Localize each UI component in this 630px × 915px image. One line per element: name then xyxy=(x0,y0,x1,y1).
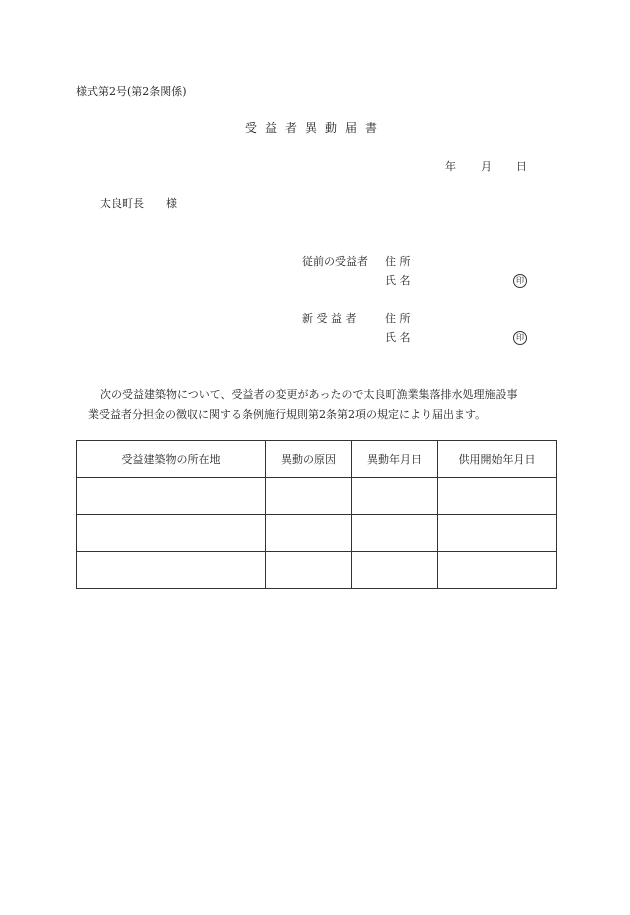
table-row xyxy=(77,552,557,589)
new-address-label: 住 所 xyxy=(385,312,411,325)
addressee-name: 太良町長 xyxy=(100,197,144,210)
new-name-label: 氏 名 xyxy=(385,331,411,344)
form-number: 様式第2号(第2条関係) xyxy=(76,85,187,98)
header-change-reason: 異動の原因 xyxy=(266,441,352,478)
table-cell[interactable] xyxy=(352,552,438,589)
body-line-2: 業受益者分担金の徴収に関する条例施行規則第2条第2項の規定により届出ます。 xyxy=(88,408,487,421)
notification-body xyxy=(76,385,558,425)
table-cell[interactable] xyxy=(266,552,352,589)
date-month-label: 月 xyxy=(481,160,492,173)
table-cell[interactable] xyxy=(438,552,557,589)
date-day-label: 日 xyxy=(516,160,527,173)
addressee xyxy=(100,197,177,211)
previous-address-label: 住 所 xyxy=(385,255,411,268)
addressee-honorific: 様 xyxy=(166,197,177,210)
table-row xyxy=(77,515,557,552)
previous-name-label: 氏 名 xyxy=(385,274,411,287)
header-building-location: 受益建築物の所在地 xyxy=(77,441,266,478)
previous-beneficiary-label: 従前の受益者 xyxy=(302,255,368,268)
body-line-1: 次の受益建築物について、受益者の変更があったので太良町漁業集落排水処理施設事 xyxy=(100,388,518,401)
document-title: 受益者異動届書 xyxy=(244,121,385,135)
table-cell[interactable] xyxy=(438,478,557,515)
table-cell[interactable] xyxy=(77,478,266,515)
table-cell[interactable] xyxy=(266,515,352,552)
table-cell[interactable] xyxy=(352,478,438,515)
table-cell[interactable] xyxy=(352,515,438,552)
previous-seal-mark: 印 xyxy=(513,274,527,288)
table-cell[interactable] xyxy=(77,552,266,589)
table-cell[interactable] xyxy=(438,515,557,552)
header-service-start-date: 供用開始年月日 xyxy=(438,441,557,478)
table-row xyxy=(77,478,557,515)
table-cell[interactable] xyxy=(77,515,266,552)
new-beneficiary-label: 新 受 益 者 xyxy=(302,312,357,325)
header-change-date: 異動年月日 xyxy=(352,441,438,478)
new-seal-mark: 印 xyxy=(513,331,527,345)
table-cell[interactable] xyxy=(266,478,352,515)
change-details-table xyxy=(76,440,557,589)
date-year-label: 年 xyxy=(445,160,456,173)
table-header-row xyxy=(77,441,557,478)
